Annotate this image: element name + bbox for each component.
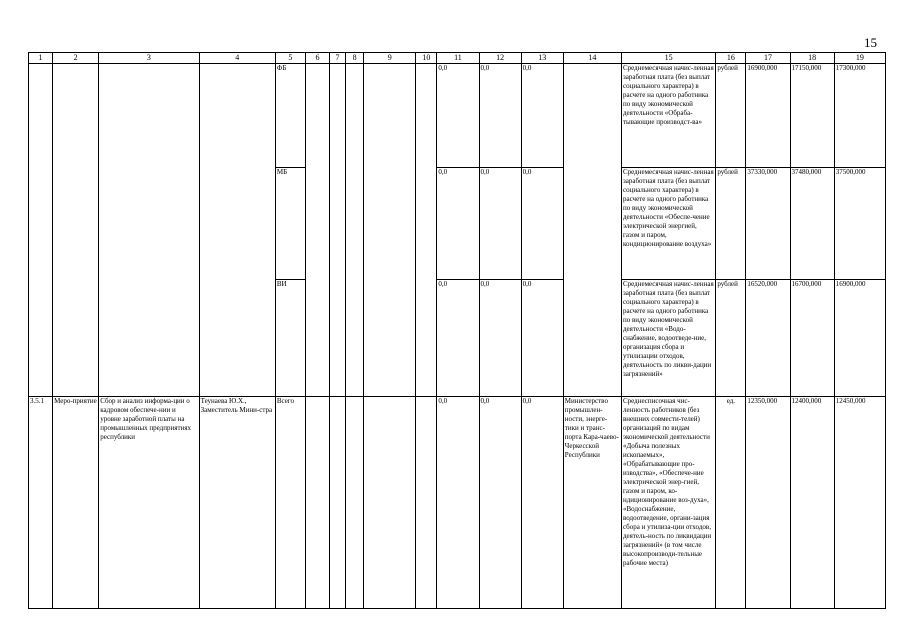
col-num-9: 9 <box>364 53 416 64</box>
col-num-3: 3 <box>99 53 199 64</box>
value-col17: 12350,000 <box>746 397 790 609</box>
cell-empty <box>199 64 275 397</box>
unit: рублей <box>716 64 746 168</box>
plan-table <box>28 52 886 609</box>
executor: Министерство промышлен-ности, энерге-тики и транс-порта Кара-чаево-Черкесской Республики <box>563 397 621 609</box>
value-col17: 16520,000 <box>746 280 790 397</box>
value-col13: 0,0 <box>521 280 563 397</box>
col-num-19: 19 <box>834 53 885 64</box>
item-type: Меро-приятие <box>53 397 99 609</box>
value-col18: 12400,000 <box>790 397 834 609</box>
value-col12: 0,0 <box>479 280 521 397</box>
item-number: 3.5.1 <box>29 397 53 609</box>
funding-source: ВИ <box>275 280 305 397</box>
cell-empty <box>53 64 99 397</box>
funding-source: Всего <box>275 397 305 609</box>
value-col18: 17150,000 <box>790 64 834 168</box>
value-col19: 12450,000 <box>834 397 885 609</box>
col-num-12: 12 <box>479 53 521 64</box>
value-col18: 37480,000 <box>790 168 834 280</box>
col-num-10: 10 <box>416 53 437 64</box>
col-num-15: 15 <box>621 53 715 64</box>
unit: рублей <box>716 168 746 280</box>
col-num-18: 18 <box>790 53 834 64</box>
col-num-6: 6 <box>305 53 329 64</box>
column-number-row <box>29 53 886 64</box>
value-col13: 0,0 <box>521 397 563 609</box>
col-num-2: 2 <box>53 53 99 64</box>
table-row <box>29 397 886 609</box>
col-num-16: 16 <box>716 53 746 64</box>
col-num-11: 11 <box>437 53 479 64</box>
value-col18: 16700,000 <box>790 280 834 397</box>
value-col11: 0,0 <box>437 280 479 397</box>
col-num-17: 17 <box>746 53 790 64</box>
col-num-13: 13 <box>521 53 563 64</box>
value-col12: 0,0 <box>479 64 521 168</box>
value-col11: 0,0 <box>437 168 479 280</box>
indicator-name: Среднемесячная начис-ленная заработная плата (без выплат социального характера) в расчете на одного работника по виду экономической деятельности «Водо-снабжение, водоотведе-ние, организация сбора и утилизации отходов, деятельность по ликви-дации загрязнений» <box>621 280 715 397</box>
col-num-1: 1 <box>29 53 53 64</box>
item-description: Сбор и анализ информа-ции о кадровом обеспече-нии и уровне заработной платы на промышленных предприятиях республики <box>99 397 199 609</box>
value-col19: 16900,000 <box>834 280 885 397</box>
value-col12: 0,0 <box>479 168 521 280</box>
indicator-name: Среднемесячная начис-ленная заработная плата (без выплат социального характера) в расчете на одного работника по виду экономической деятельности «Обраба-тывающие производст-ва» <box>621 64 715 168</box>
cell-empty <box>99 64 199 397</box>
value-col19: 37500,000 <box>834 168 885 280</box>
col-num-4: 4 <box>199 53 275 64</box>
page-number: 15 <box>864 35 877 50</box>
indicator-name: Среднемесячная начис-ленная заработная плата (без выплат социального характера) в расчете на одного работника по виду экономической деятельности «Обеспе-чение электрической энергией, газом и паром, кондиционирование воздуха» <box>621 168 715 280</box>
value-col17: 37330,000 <box>746 168 790 280</box>
value-col19: 17300,000 <box>834 64 885 168</box>
value-col17: 16900,000 <box>746 64 790 168</box>
col-num-14: 14 <box>563 53 621 64</box>
value-col12: 0,0 <box>479 397 521 609</box>
unit: рублей <box>716 280 746 397</box>
value-col13: 0,0 <box>521 64 563 168</box>
table-row <box>29 64 886 168</box>
col-num-5: 5 <box>275 53 305 64</box>
col-num-7: 7 <box>330 53 346 64</box>
funding-source: МБ <box>275 168 305 280</box>
value-col13: 0,0 <box>521 168 563 280</box>
value-col11: 0,0 <box>437 64 479 168</box>
value-col11: 0,0 <box>437 397 479 609</box>
responsible-person: Теунаева Ю.Х., Заместитель Мини-стра <box>199 397 275 609</box>
indicator-name: Среднесписочная чис-ленность работников (без внешних совмести-телей) организаций по видам экономической деятельности «Добыча полезных ископаемых», «Обрабатывающие про-изводства», «Обеспече-ние электрической энер-гией, газом и паром, ко-ндиционирование воз-духа», «Водоснабжение, водоотведение, органи-зация сбора и утилиза-ции отходов, деятель-ность по ликвидации загрязнений» (в том числе высокопроизводи-тельные рабочие места) <box>621 397 715 609</box>
cell-empty <box>29 64 53 397</box>
unit: ед. <box>716 397 746 609</box>
cell-empty <box>563 64 621 397</box>
col-num-8: 8 <box>346 53 364 64</box>
funding-source: ФБ <box>275 64 305 168</box>
